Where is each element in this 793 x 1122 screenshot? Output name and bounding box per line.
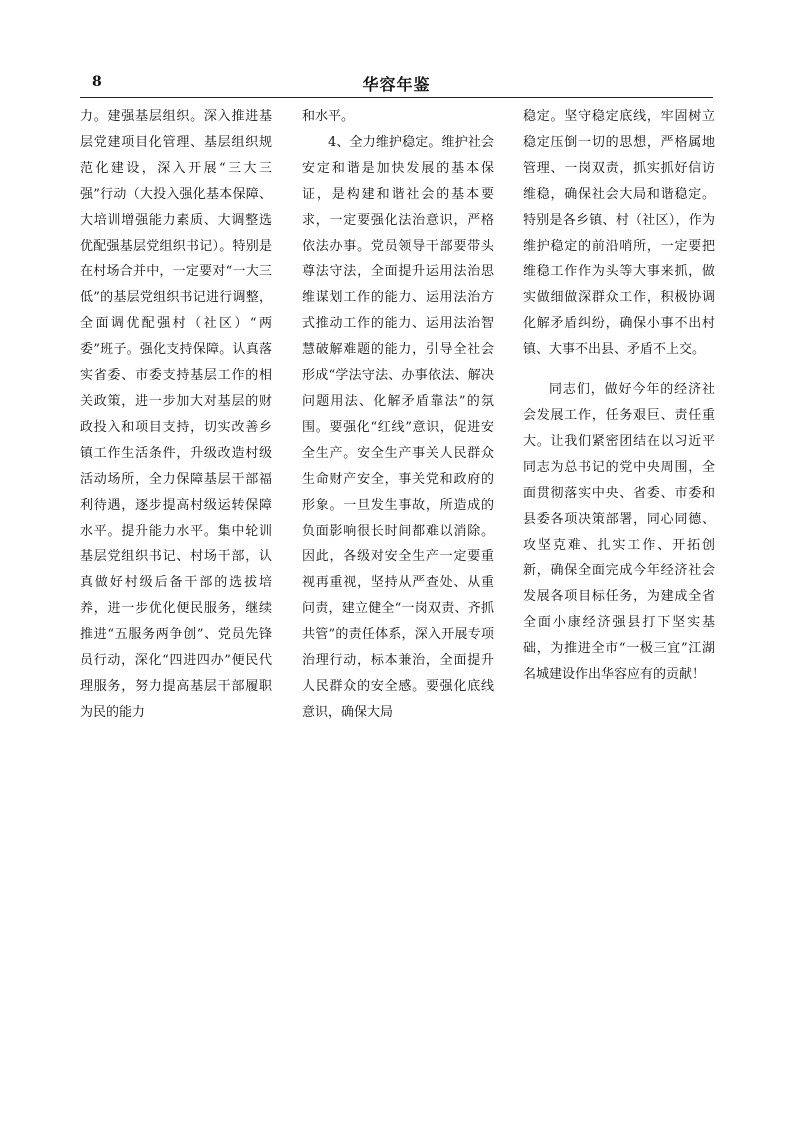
paragraph: 4、全力维护稳定。维护社会安定和谐是加快发展的基本保证，是构建和谐社会的基本要求，一定要强化法治意识，严格依法办事。党员领导干部要带头尊法守法，全面提升运用法治思维谋划工作的能力、运用法治方式推动工作的能力、运用法治智慧破解难题的能力，引导全社会形成“学法守法、办事依法、解决问题用法、化解矛盾靠法”的氛围。要强化“红线”意识，促进安全生产。安全生产事关人民群众生命财产安全，事关党和政府的形象。一旦发生事故，所造成的负面影响很长时间都难以消除。因此，各级对安全生产一定要重视再重视，坚持从严查处、从重问责，建立健全“一岗双责、齐抓共管”的责任体系，深入开展专项治理行动，标本兼治，全面提升人民群众的安全感。要强化底线意识，确保大局 — [302, 134, 494, 720]
text-column-1 — [80, 104, 272, 726]
page-number: 8 — [92, 74, 102, 90]
text-column-3 — [523, 104, 715, 688]
paragraph: 同志们，做好今年的经济社会发展工作，任务艰巨、责任重大。让我们紧密团结在以习近平同志为总书记的党中央周围，全面贯彻落实中央、省委、市委和县委各项决策部署，同心同德、攻坚克难、扎实工作、开拓创新，确保全面完成今年经济社会发展各项目标任务，为建成全省全面小康经济强县打下坚实基础，为推进全市“一极三宜”江湖名城建设作出华容应有的贡献！ — [523, 382, 715, 683]
paragraph: 稳定。坚守稳定底线，牢固树立稳定压倒一切的思想，严格属地管理、一岗双责，抓实抓好信访维稳，确保社会大局和谐稳定。特别是各乡镇、村（社区），作为维护稳定的前沿哨所，一定要把维稳工作作为头等大事来抓，做实做细做深群众工作，积极协调化解矛盾纠纷，确保小事不出村镇、大事不出县、矛盾不上交。 — [523, 109, 715, 358]
page-header — [80, 72, 713, 98]
running-title: 华容年鉴 — [362, 75, 431, 94]
paragraph: 力。建强基层组织。深入推进基层党建项目化管理、基层组织规范化建设，深入开展“三大三强”行动（大投入强化基本保障、大培训增强能力素质、大调整选优配强基层党组织书记）。特别是在村场合并中，一定要对“一大三低”的基层党组织书记进行调整，全面调优配强村（社区）“两委”班子。强化支持保障。认真落实省委、市委支持基层工作的相关政策，进一步加大对基层的财政投入和项目支持，切实改善乡镇工作生活条件，升级改造村级活动场所，全力保障基层干部福利待遇，逐步提高村级运转保障水平。提升能力水平。集中轮训基层党组织书记、村场干部，认真做好村级后备干部的选拔培养，进一步优化便民服务，继续推进“五服务两争创”、党员先锋员行动，深化“四进四办”便民代理服务，努力提高基层干部履职为民的能力 — [80, 109, 272, 720]
header-rule — [80, 97, 713, 98]
paragraph: 和水平。 — [302, 109, 355, 124]
text-column-2 — [302, 104, 494, 726]
